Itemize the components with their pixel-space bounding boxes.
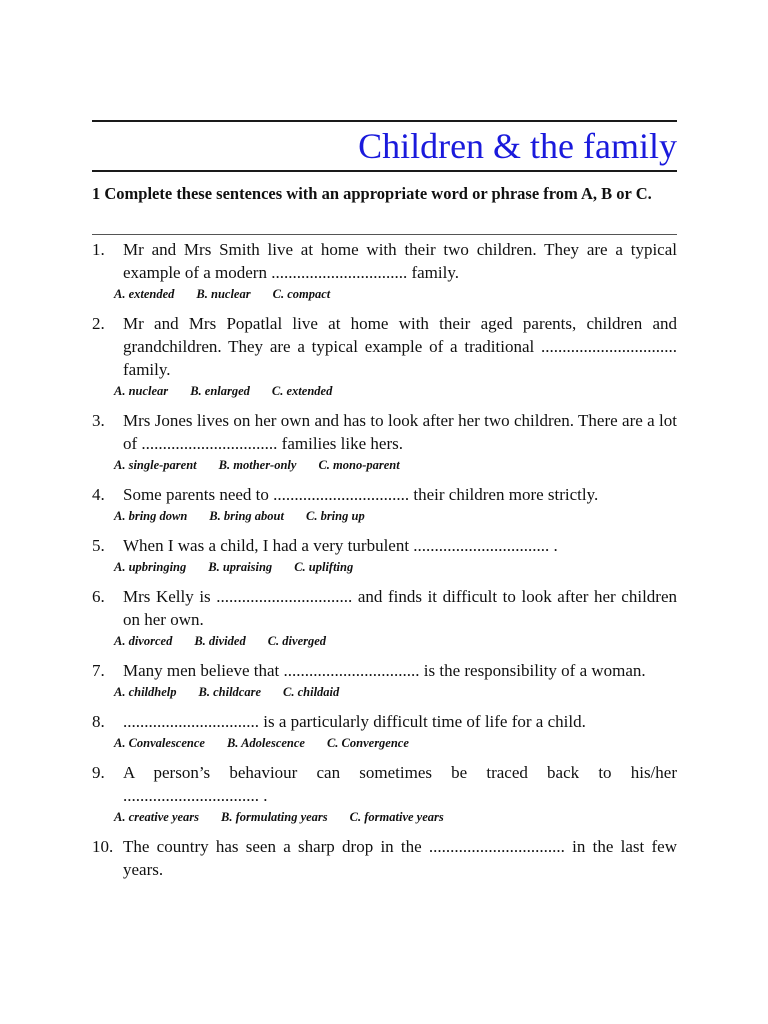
answer-option: B. Adolescence: [226, 736, 305, 750]
answer-option: C. childaid: [283, 685, 340, 699]
question-item: [92, 761, 677, 826]
question-item: [92, 238, 677, 303]
answer-option: A. single-parent: [114, 458, 197, 472]
question-text: Some parents need to ................................ their children more strictly.: [123, 485, 599, 504]
question-line: [92, 659, 677, 682]
answer-option: A. bring down: [114, 509, 188, 523]
answer-option: C. diverged: [267, 634, 327, 648]
question-line: [92, 483, 677, 506]
question-item: [92, 835, 677, 881]
question-text: Mrs Kelly is ................................ and finds it difficult to look after her children on her own.: [123, 587, 677, 629]
title-rule: [92, 170, 677, 172]
answer-option: A. Convalescence: [114, 736, 205, 750]
question-text: Mr and Mrs Smith live at home with their two children. They are a typical example of a modern ................................ family.: [123, 240, 677, 282]
answer-option: C. Convergence: [326, 736, 409, 750]
question-line: [92, 761, 677, 807]
answer-options: [114, 558, 677, 576]
top-rule: [92, 120, 677, 122]
question-number: 7.: [92, 661, 105, 680]
answer-option: C. mono-parent: [318, 458, 400, 472]
question-number: 5.: [92, 536, 105, 555]
question-number: 1.: [92, 240, 105, 259]
answer-option: A. divorced: [114, 634, 173, 648]
question-line: [92, 835, 677, 881]
question-item: [92, 534, 677, 576]
question-line: [92, 710, 677, 733]
answer-option: C. compact: [272, 287, 331, 301]
answer-option: B. upraising: [208, 560, 273, 574]
answer-option: B. bring about: [209, 509, 284, 523]
question-text: When I was a child, I had a very turbulent ................................ .: [123, 536, 558, 555]
answer-option: A. childhelp: [114, 685, 177, 699]
answer-options: [114, 285, 677, 303]
answer-option: C. formative years: [349, 810, 444, 824]
question-line: [92, 409, 677, 455]
question-text: Many men believe that ................................ is the responsibility of a woman.: [123, 661, 646, 680]
question-number: 9.: [92, 763, 105, 782]
answer-option: A. extended: [114, 287, 175, 301]
question-number: 8.: [92, 712, 105, 731]
answer-option: B. nuclear: [196, 287, 251, 301]
answer-option: B. formulating years: [221, 810, 328, 824]
question-line: [92, 585, 677, 631]
answer-options: [114, 632, 677, 650]
question-text: Mrs Jones lives on her own and has to look after her two children. There are a lot of ................................ families like hers.: [123, 411, 677, 453]
question-text: A person’s behaviour can sometimes be traced back to his/her ................................ .: [123, 763, 677, 805]
question-number: 4.: [92, 485, 105, 504]
question-line: [92, 534, 677, 557]
question-line: [92, 238, 677, 284]
answer-options: [114, 734, 677, 752]
question-list: [92, 238, 677, 890]
question-line: [92, 312, 677, 381]
answer-option: C. uplifting: [294, 560, 354, 574]
question-item: [92, 710, 677, 752]
answer-option: A. upbringing: [114, 560, 187, 574]
question-text: Mr and Mrs Popatlal live at home with their aged parents, children and grandchildren. They are a typical example of a traditional ................................ family.: [123, 314, 677, 379]
answer-option: C. extended: [271, 384, 333, 398]
answer-options: [114, 808, 677, 826]
answer-options: [114, 683, 677, 701]
answer-option: B. enlarged: [190, 384, 250, 398]
question-number: 3.: [92, 411, 105, 430]
answer-options: [114, 507, 677, 525]
answer-option: A. creative years: [114, 810, 200, 824]
answer-option: B. mother-only: [218, 458, 297, 472]
question-number: 6.: [92, 587, 105, 606]
answer-option: B. divided: [194, 634, 246, 648]
answer-option: A. nuclear: [114, 384, 169, 398]
exercise-instruction: 1 Complete these sentences with an appropriate word or phrase from A, B or C.: [92, 184, 652, 203]
question-item: [92, 659, 677, 701]
answer-option: C. bring up: [305, 509, 365, 523]
question-number: 10.: [92, 837, 114, 856]
question-item: [92, 312, 677, 400]
instruction-rule: [92, 234, 677, 235]
question-item: [92, 483, 677, 525]
question-text: The country has seen a sharp drop in the ................................ in the last few years.: [123, 837, 677, 879]
question-item: [92, 409, 677, 474]
page-title: Children & the family: [358, 126, 677, 166]
answer-options: [114, 382, 677, 400]
answer-option: B. childcare: [198, 685, 262, 699]
question-number: 2.: [92, 314, 105, 333]
answer-options: [114, 456, 677, 474]
question-item: [92, 585, 677, 650]
question-text: ................................ is a particularly difficult time of life for a child.: [123, 712, 586, 731]
